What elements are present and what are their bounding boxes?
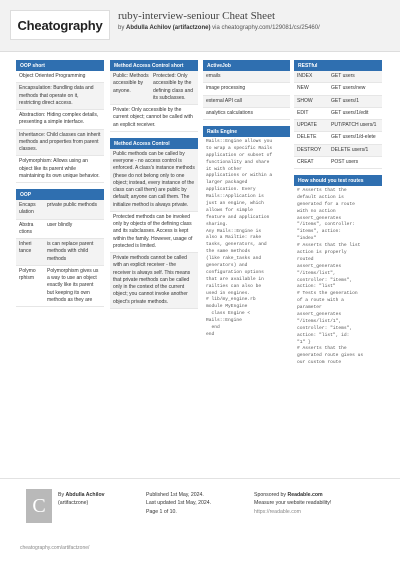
section-title: RESTful — [294, 60, 382, 71]
avatar[interactable] — [26, 489, 52, 523]
code-line: Rails::Engine — [206, 318, 242, 324]
by-prefix: by — [118, 25, 125, 31]
code-line: end — [206, 331, 215, 337]
protected-cell: Protected: Only accessible by the defining class and its subclasses. — [153, 73, 194, 101]
code-line: assert_generates — [297, 263, 342, 269]
code-line: application or subset of — [206, 152, 273, 158]
code-line: controller: "items", — [297, 325, 353, 331]
code-line: tasks, generators, and — [206, 242, 267, 248]
table-row: Private: Only accessible by the current object; cannot be called with an explicit receiver. — [110, 105, 198, 132]
code-line: default action is — [297, 194, 344, 200]
code-line: generated route gives us — [297, 353, 364, 359]
code-line: the same methods — [206, 249, 251, 255]
code-line: sharing. — [206, 221, 229, 227]
page-header — [0, 0, 400, 52]
code-line: action: "list" — [297, 284, 336, 290]
code-line: feature and application — [206, 214, 270, 220]
page-footer — [0, 478, 400, 566]
list-item: Object Oriented Programming — [16, 71, 104, 83]
author-url[interactable]: cheatography.com/artifactzone/ — [20, 545, 90, 551]
code-line: Rails::Engine allows you — [206, 139, 273, 144]
sheet-url[interactable]: cheatography.com/129081/cs/25460/ — [221, 25, 320, 31]
code-line: # Asserts that the — [297, 346, 347, 352]
column-3 — [203, 60, 290, 341]
code-line: "1" } — [297, 339, 311, 345]
updated-date: Last updated 1st May, 2024. — [146, 500, 212, 507]
code-line: application. Every — [206, 187, 256, 193]
code-line: it with other — [206, 166, 242, 172]
code-line: "items", action: — [297, 229, 342, 235]
code-line: action: "list", id: — [297, 332, 350, 338]
column-2 — [110, 60, 198, 309]
via-label: via — [212, 25, 220, 31]
section-title: Rails Engine — [203, 126, 290, 137]
table-row — [110, 71, 198, 105]
section-title: Method Access Control short — [110, 60, 198, 71]
table-row — [16, 266, 104, 307]
action-name: CREAT — [297, 158, 314, 165]
route: PUT/PATCH users/1 — [331, 122, 377, 128]
table-row — [16, 239, 104, 266]
code-line: configuration options — [206, 269, 264, 275]
code-line: # Asserts that the list — [297, 243, 361, 249]
by-label: By — [58, 492, 65, 498]
code-line: allows for simple — [206, 207, 253, 213]
page-number: Page 1 of 10. — [146, 508, 177, 515]
code-line: assert_generates — [297, 312, 342, 318]
code-line: functionality and share — [206, 159, 270, 165]
section-title: OOP short — [16, 60, 104, 71]
section-body — [110, 149, 198, 309]
footer-dates — [146, 491, 211, 516]
code-line: "index" — [297, 236, 317, 242]
code-line: Any Rails::Engine is — [206, 228, 262, 234]
list-item: Abstraction: Hiding complex details, presenting a simple interface. — [16, 110, 104, 130]
sponsor-name[interactable]: Readable.com — [287, 492, 323, 498]
code-line: parameter — [297, 305, 322, 311]
code-line: end — [206, 325, 220, 331]
section-oop — [16, 189, 104, 307]
route: GET users/1/d-elete — [331, 134, 376, 141]
definition: private public methods — [47, 202, 98, 208]
section-title: ActiveJob — [203, 60, 290, 71]
list-item: analytics calculations — [203, 108, 290, 120]
definition: user blindly — [47, 221, 73, 228]
byline — [118, 25, 320, 31]
footer-author — [58, 491, 105, 508]
table-row — [294, 145, 382, 157]
code-line: to wrap a specific Rails — [206, 145, 273, 151]
section-body — [16, 71, 104, 183]
list-item: Protected methods can be invoked only by objects of the defining class and its subclasses. Access is kept within the family. However, usage of protected is limited. — [110, 212, 198, 253]
code-block — [294, 186, 382, 369]
table-row — [294, 83, 382, 95]
definition: is can replace parent methods with child methods — [47, 241, 94, 262]
route: GET users/new — [331, 85, 366, 92]
list-item: Inheritance: Child classes can inherit methods and properties from parent classes. — [16, 130, 104, 157]
column-1 — [16, 60, 104, 307]
section-title: OOP — [16, 189, 104, 200]
code-line: # lib/my_engine.rb — [206, 297, 256, 303]
code-line: larger packaged — [206, 180, 248, 186]
code-line: just an engine, which — [206, 201, 264, 207]
code-line: Rails::Application is — [206, 194, 264, 200]
table-row — [294, 96, 382, 108]
action-name: DESTROY — [297, 146, 322, 153]
section-body — [294, 71, 382, 169]
code-line: (like rake_tasks and — [206, 256, 262, 262]
table-row — [294, 157, 382, 169]
table-row — [16, 200, 104, 220]
author-name[interactable]: Abdulla Achilov — [65, 492, 105, 498]
code-line: # Asserts that the — [297, 188, 347, 193]
code-line: action is properly — [297, 250, 347, 256]
definition: Polymorphism gives us a way to use an object exactly like its parent but keeping its own methods as they are — [47, 267, 99, 303]
table-row — [294, 120, 382, 132]
code-line: generators) and — [206, 263, 248, 269]
section-body — [203, 71, 290, 120]
action-name: NEW — [297, 85, 309, 92]
sponsor-text: Measure your website readability! — [254, 500, 332, 507]
code-line: assert_generates — [297, 215, 342, 221]
route: POST users — [331, 158, 359, 165]
logo-text: Cheatography — [17, 17, 103, 33]
action-name: UPDATE — [297, 122, 317, 128]
code-line: our custom route — [297, 360, 342, 366]
list-item: Encapsulation: Bundling data and methods that operate on it, restricting direct access. — [16, 83, 104, 110]
section-oop-short — [16, 60, 104, 183]
code-line: "/items", controller: — [297, 222, 355, 228]
list-item: Private methods cannot be called with an explicit receiver - the receiver is always self. This means that private methods can be called only in the context of the current object; you cannot invoke another object's private methods. — [110, 253, 198, 309]
action-name: DELETE — [297, 134, 317, 141]
code-line: with no action — [297, 208, 336, 214]
code-line: also a Railtie: rake — [206, 235, 262, 241]
table-row — [294, 71, 382, 83]
table-row — [294, 132, 382, 144]
section-restful — [294, 60, 382, 169]
code-line: used in engines. — [206, 290, 251, 296]
route: GET users/1 — [331, 97, 359, 104]
table-row — [294, 108, 382, 120]
code-line: class Engine < — [206, 311, 251, 317]
code-line: routed — [297, 256, 314, 262]
column-4 — [294, 60, 382, 369]
list-item: Polymorphism: Allows using an object like its parent while maintaining its own unique behavior. — [16, 156, 104, 183]
section-activejob — [203, 60, 290, 120]
code-line: module MyEngine — [206, 304, 248, 310]
code-line: railties can also be — [206, 283, 262, 289]
list-item: external API call — [203, 96, 290, 108]
section-body — [110, 71, 198, 132]
code-line: controller: "items", — [297, 277, 353, 283]
code-line: that are available in — [206, 276, 264, 282]
route: GET users — [331, 73, 355, 79]
code-line: "/items/list/1", — [297, 318, 342, 324]
section-rails-engine — [203, 126, 290, 341]
code-block — [203, 137, 290, 341]
code-line: of a route with a — [297, 298, 344, 304]
table-row — [16, 220, 104, 240]
section-body — [16, 200, 104, 307]
term: Abstra ctions — [19, 221, 34, 235]
page-title: ruby-interview-seniour Cheat Sheet — [118, 10, 276, 22]
public-cell: Public: Methods accessible by anyone. — [113, 73, 149, 94]
route: GET users/1/edit — [331, 109, 369, 116]
avatar-letter: C — [32, 494, 46, 517]
term: Inheri tance — [19, 241, 32, 255]
section-title: Method Access Control — [110, 138, 198, 149]
section-test-routes — [294, 175, 382, 369]
list-item: Public methods can be called by everyone - no access control is enforced. A class's instance methods (these do not belong only to one object; instead, every instance of the class can call them) are public by default; anyone can call them. The initialize method is always private. — [110, 149, 198, 212]
cheatography-logo[interactable] — [10, 10, 110, 40]
section-access-short — [110, 60, 198, 132]
author-link[interactable]: Abdulla Achilov (artifactzone) — [126, 25, 211, 31]
action-name: INDEX — [297, 73, 313, 79]
list-item: emails — [203, 71, 290, 83]
published-date: Published 1st May, 2024. — [146, 492, 204, 498]
route: DELETE users/1 — [331, 146, 369, 153]
term: Polymo rphism — [19, 267, 36, 281]
code-line: # Tests the generation — [297, 291, 358, 297]
section-title: How should you test routes — [294, 175, 382, 186]
section-access — [110, 138, 198, 309]
code-line: "/items/list", — [297, 270, 336, 276]
action-name: SHOW — [297, 97, 313, 104]
code-line: applications or within a — [206, 173, 273, 179]
sponsor-prefix: Sponsored by — [254, 492, 287, 498]
code-line: generated for a route — [297, 201, 355, 207]
footer-sponsor — [254, 491, 331, 516]
action-name: EDIT — [297, 109, 309, 116]
author-handle: (artifactzone) — [58, 500, 89, 507]
sponsor-url[interactable]: https://readable.com — [254, 508, 302, 515]
term: Encaps ulation — [19, 202, 36, 216]
list-item: image processing — [203, 83, 290, 95]
